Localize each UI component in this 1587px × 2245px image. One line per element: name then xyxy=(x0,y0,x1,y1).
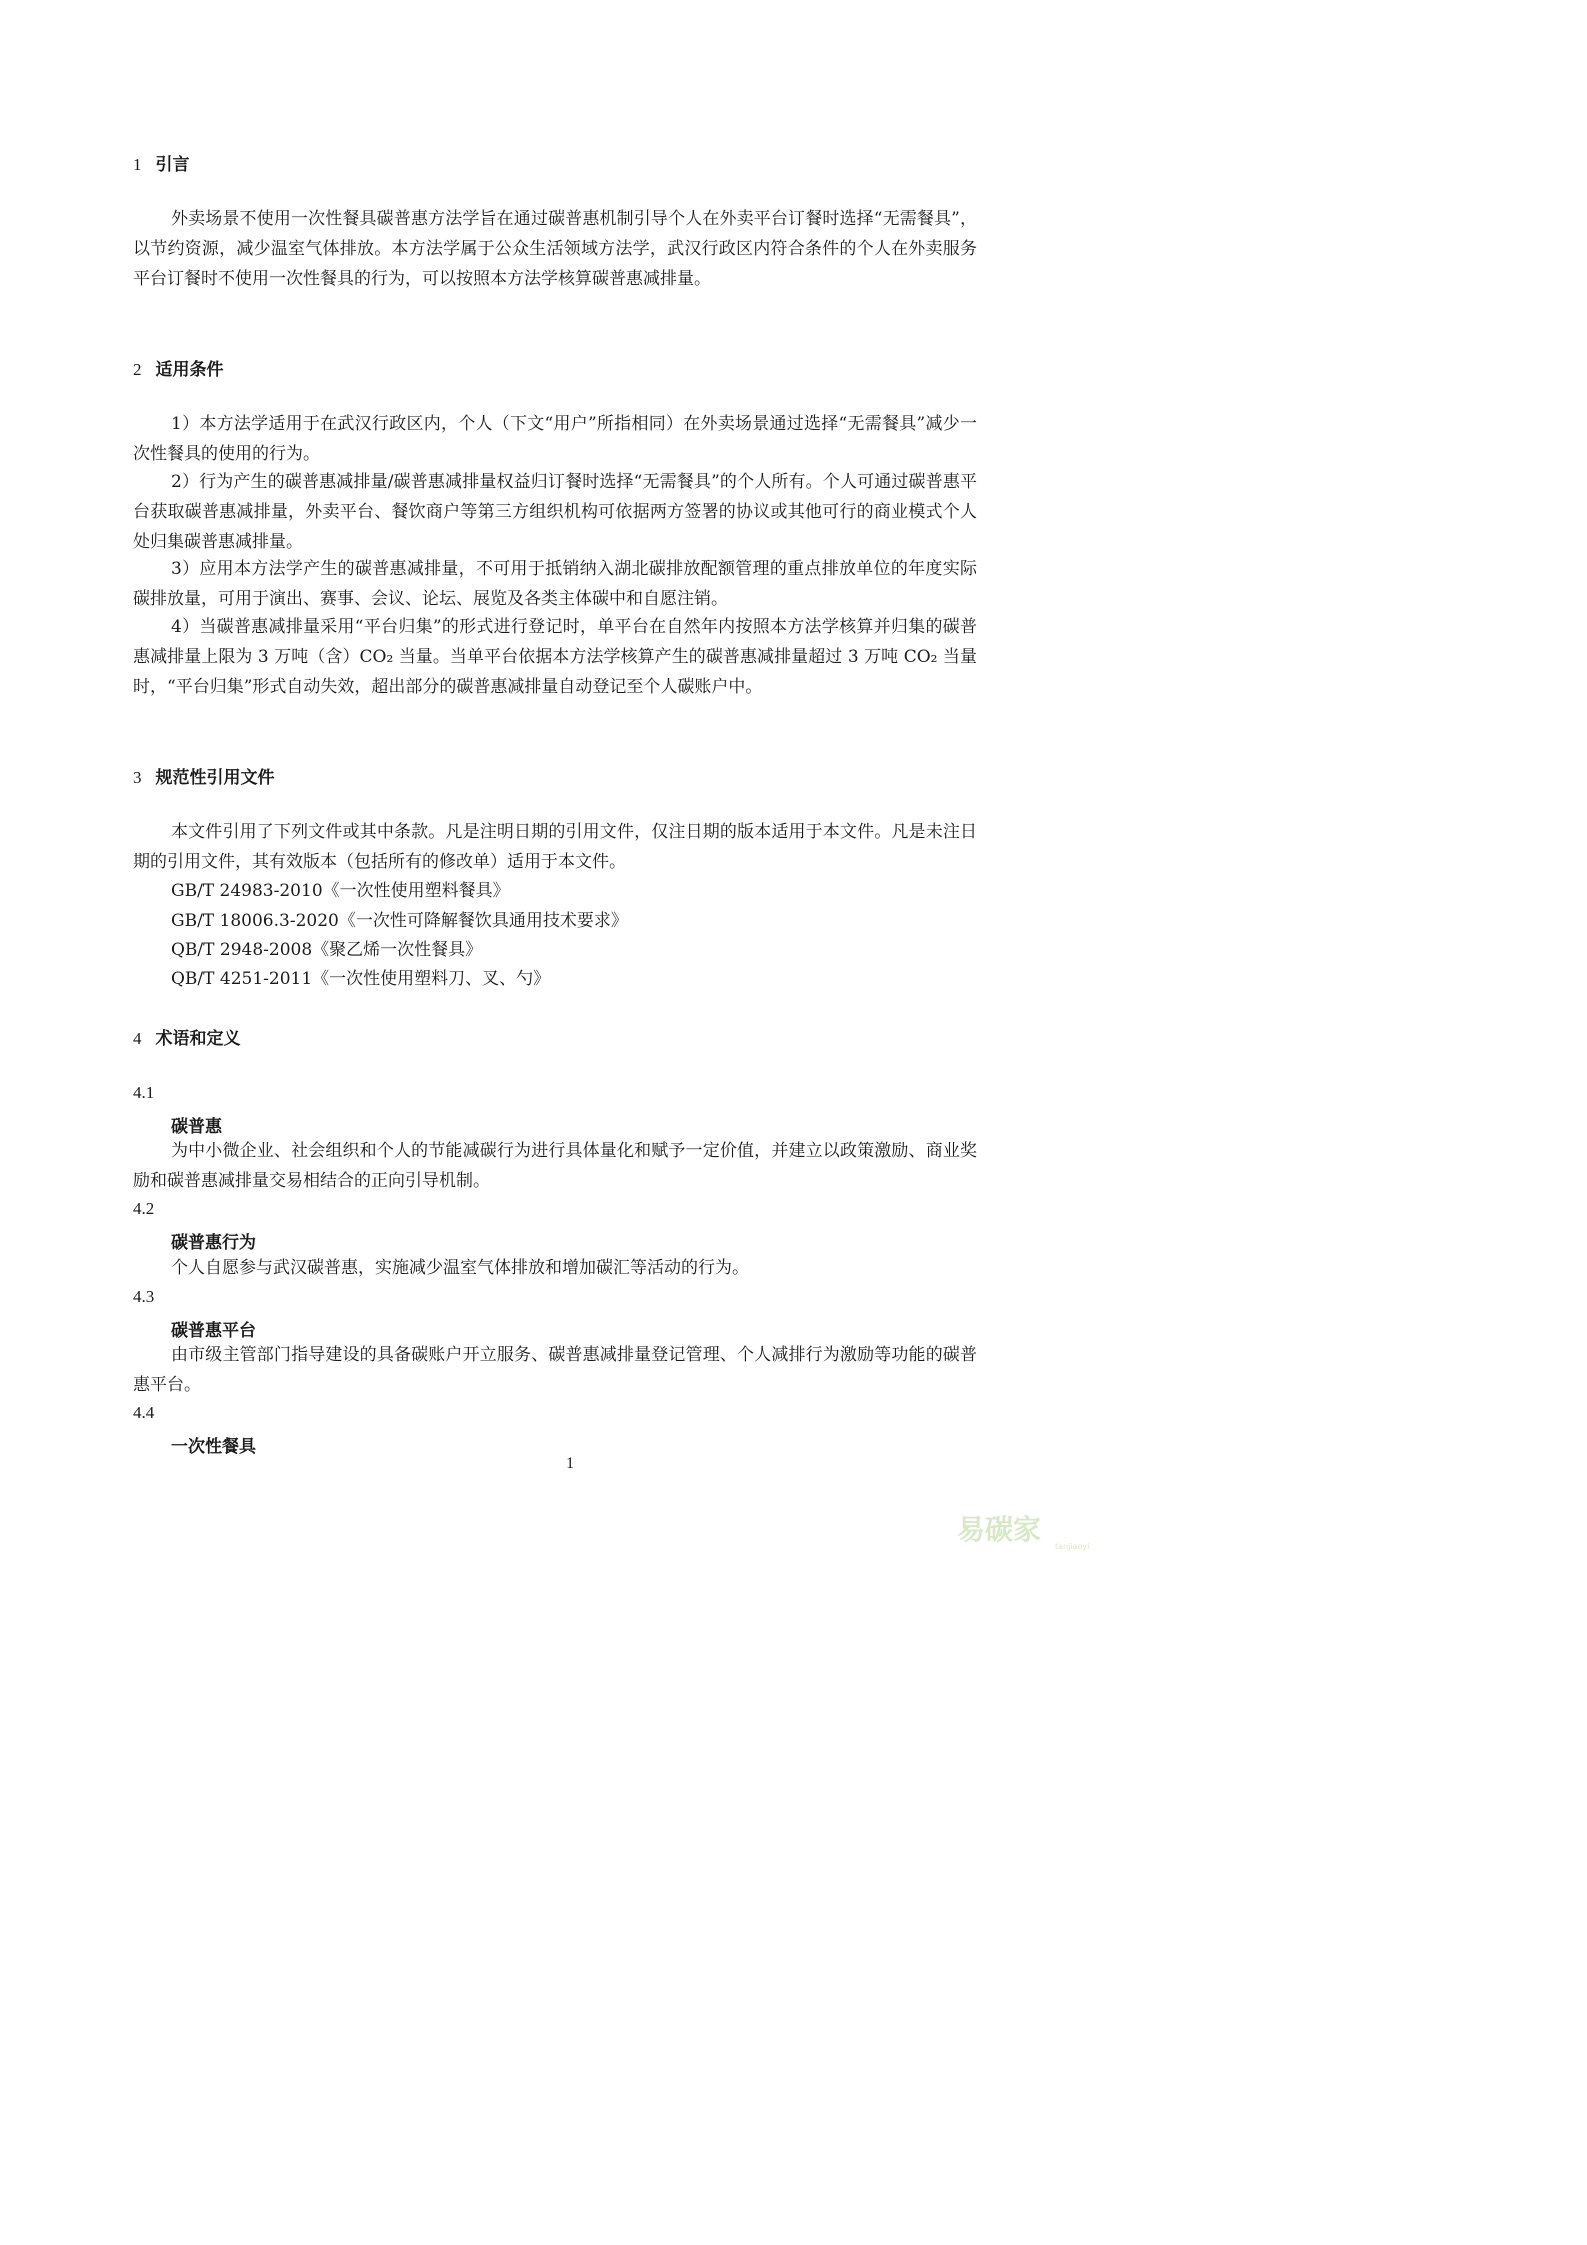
section-title: 术语和定义 xyxy=(155,1029,241,1049)
clause-number: 4.1 xyxy=(133,1083,155,1102)
clause-number: 4.4 xyxy=(133,1403,155,1422)
watermark-logo xyxy=(955,1505,1095,1553)
section-heading xyxy=(133,1024,241,1049)
watermark-subtext: tanjiaoyi xyxy=(1055,1542,1090,1551)
clause-number: 4.2 xyxy=(133,1199,155,1218)
section-heading xyxy=(133,355,224,380)
section-heading xyxy=(133,763,275,788)
watermark-text: 易碳家 xyxy=(957,1513,1042,1546)
section-number: 4 xyxy=(133,1029,142,1048)
section-number: 3 xyxy=(133,768,142,787)
term-name: 一次性餐具 xyxy=(171,1437,256,1457)
paragraph: 1）本方法学适用于在武汉行政区内，个人（下文“用户”所指相同）在外卖场景通过选择“无需餐具”减少一次性餐具的使用的行为。 xyxy=(133,414,977,464)
section-number: 1 xyxy=(133,155,142,174)
page-number: 1 xyxy=(566,1455,574,1472)
reference-item: QB/T 2948-2008《聚乙烯一次性餐具》 xyxy=(171,940,483,960)
term-definition: 为中小微企业、社会组织和个人的节能减碳行为进行具体量化和赋予一定价值，并建立以政策激励、商业奖励和碳普惠减排量交易相结合的正向引导机制。 xyxy=(133,1141,977,1191)
section-title: 引言 xyxy=(155,155,190,175)
term-definition: 由市级主管部门指导建设的具备碳账户开立服务、碳普惠减排量登记管理、个人减排行为激励等功能的碳普惠平台。 xyxy=(133,1345,977,1395)
reference-item: QB/T 4251-2011《一次性使用塑料刀、叉、勺》 xyxy=(171,969,551,989)
term-name: 碳普惠 xyxy=(171,1117,222,1137)
paragraph: 外卖场景不使用一次性餐具碳普惠方法学旨在通过碳普惠机制引导个人在外卖平台订餐时选择“无需餐具”，以节约资源，减少温室气体排放。本方法学属于公众生活领域方法学，武汉行政区内符合条件的个人在外卖服务平台订餐时不使用一次性餐具的行为，可以按照本方法学核算碳普惠减排量。 xyxy=(133,209,977,289)
section-number: 2 xyxy=(133,360,142,379)
paragraph: 2）行为产生的碳普惠减排量/碳普惠减排量权益归订餐时选择“无需餐具”的个人所有。个人可通过碳普惠平台获取碳普惠减排量，外卖平台、餐饮商户等第三方组织机构可依据两方签署的协议或其他可行的商业模式个人处归集碳普惠减排量。 xyxy=(133,472,977,552)
section-title: 规范性引用文件 xyxy=(155,768,275,788)
term-name: 碳普惠行为 xyxy=(171,1233,256,1253)
term-name: 碳普惠平台 xyxy=(171,1321,256,1341)
reference-item: GB/T 18006.3-2020《一次性可降解餐饮具通用技术要求》 xyxy=(171,911,628,931)
section-heading xyxy=(133,150,190,175)
term-definition: 个人自愿参与武汉碳普惠，实施减少温室气体排放和增加碳汇等活动的行为。 xyxy=(171,1258,749,1278)
paragraph: 本文件引用了下列文件或其中条款。凡是注明日期的引用文件，仅注日期的版本适用于本文件。凡是未注日期的引用文件，其有效版本（包括所有的修改单）适用于本文件。 xyxy=(133,822,977,872)
section-title: 适用条件 xyxy=(155,360,224,380)
clause-number: 4.3 xyxy=(133,1287,155,1306)
paragraph: 3）应用本方法学产生的碳普惠减排量，不可用于抵销纳入湖北碳排放配额管理的重点排放单位的年度实际碳排放量，可用于演出、赛事、会议、论坛、展览及各类主体碳中和自愿注销。 xyxy=(133,559,977,609)
paragraph: 4）当碳普惠减排量采用“平台归集”的形式进行登记时，单平台在自然年内按照本方法学核算并归集的碳普惠减排量上限为 3 万吨（含）CO₂ 当量。当单平台依据本方法学核算产生的碳普惠减排量超过 3 万吨 CO₂ 当量时，“平台归集”形式自动失效，超出部分的碳普惠减排量自动登记至个人碳账户中。 xyxy=(133,617,977,697)
reference-item: GB/T 24983-2010《一次性使用塑料餐具》 xyxy=(171,881,510,901)
